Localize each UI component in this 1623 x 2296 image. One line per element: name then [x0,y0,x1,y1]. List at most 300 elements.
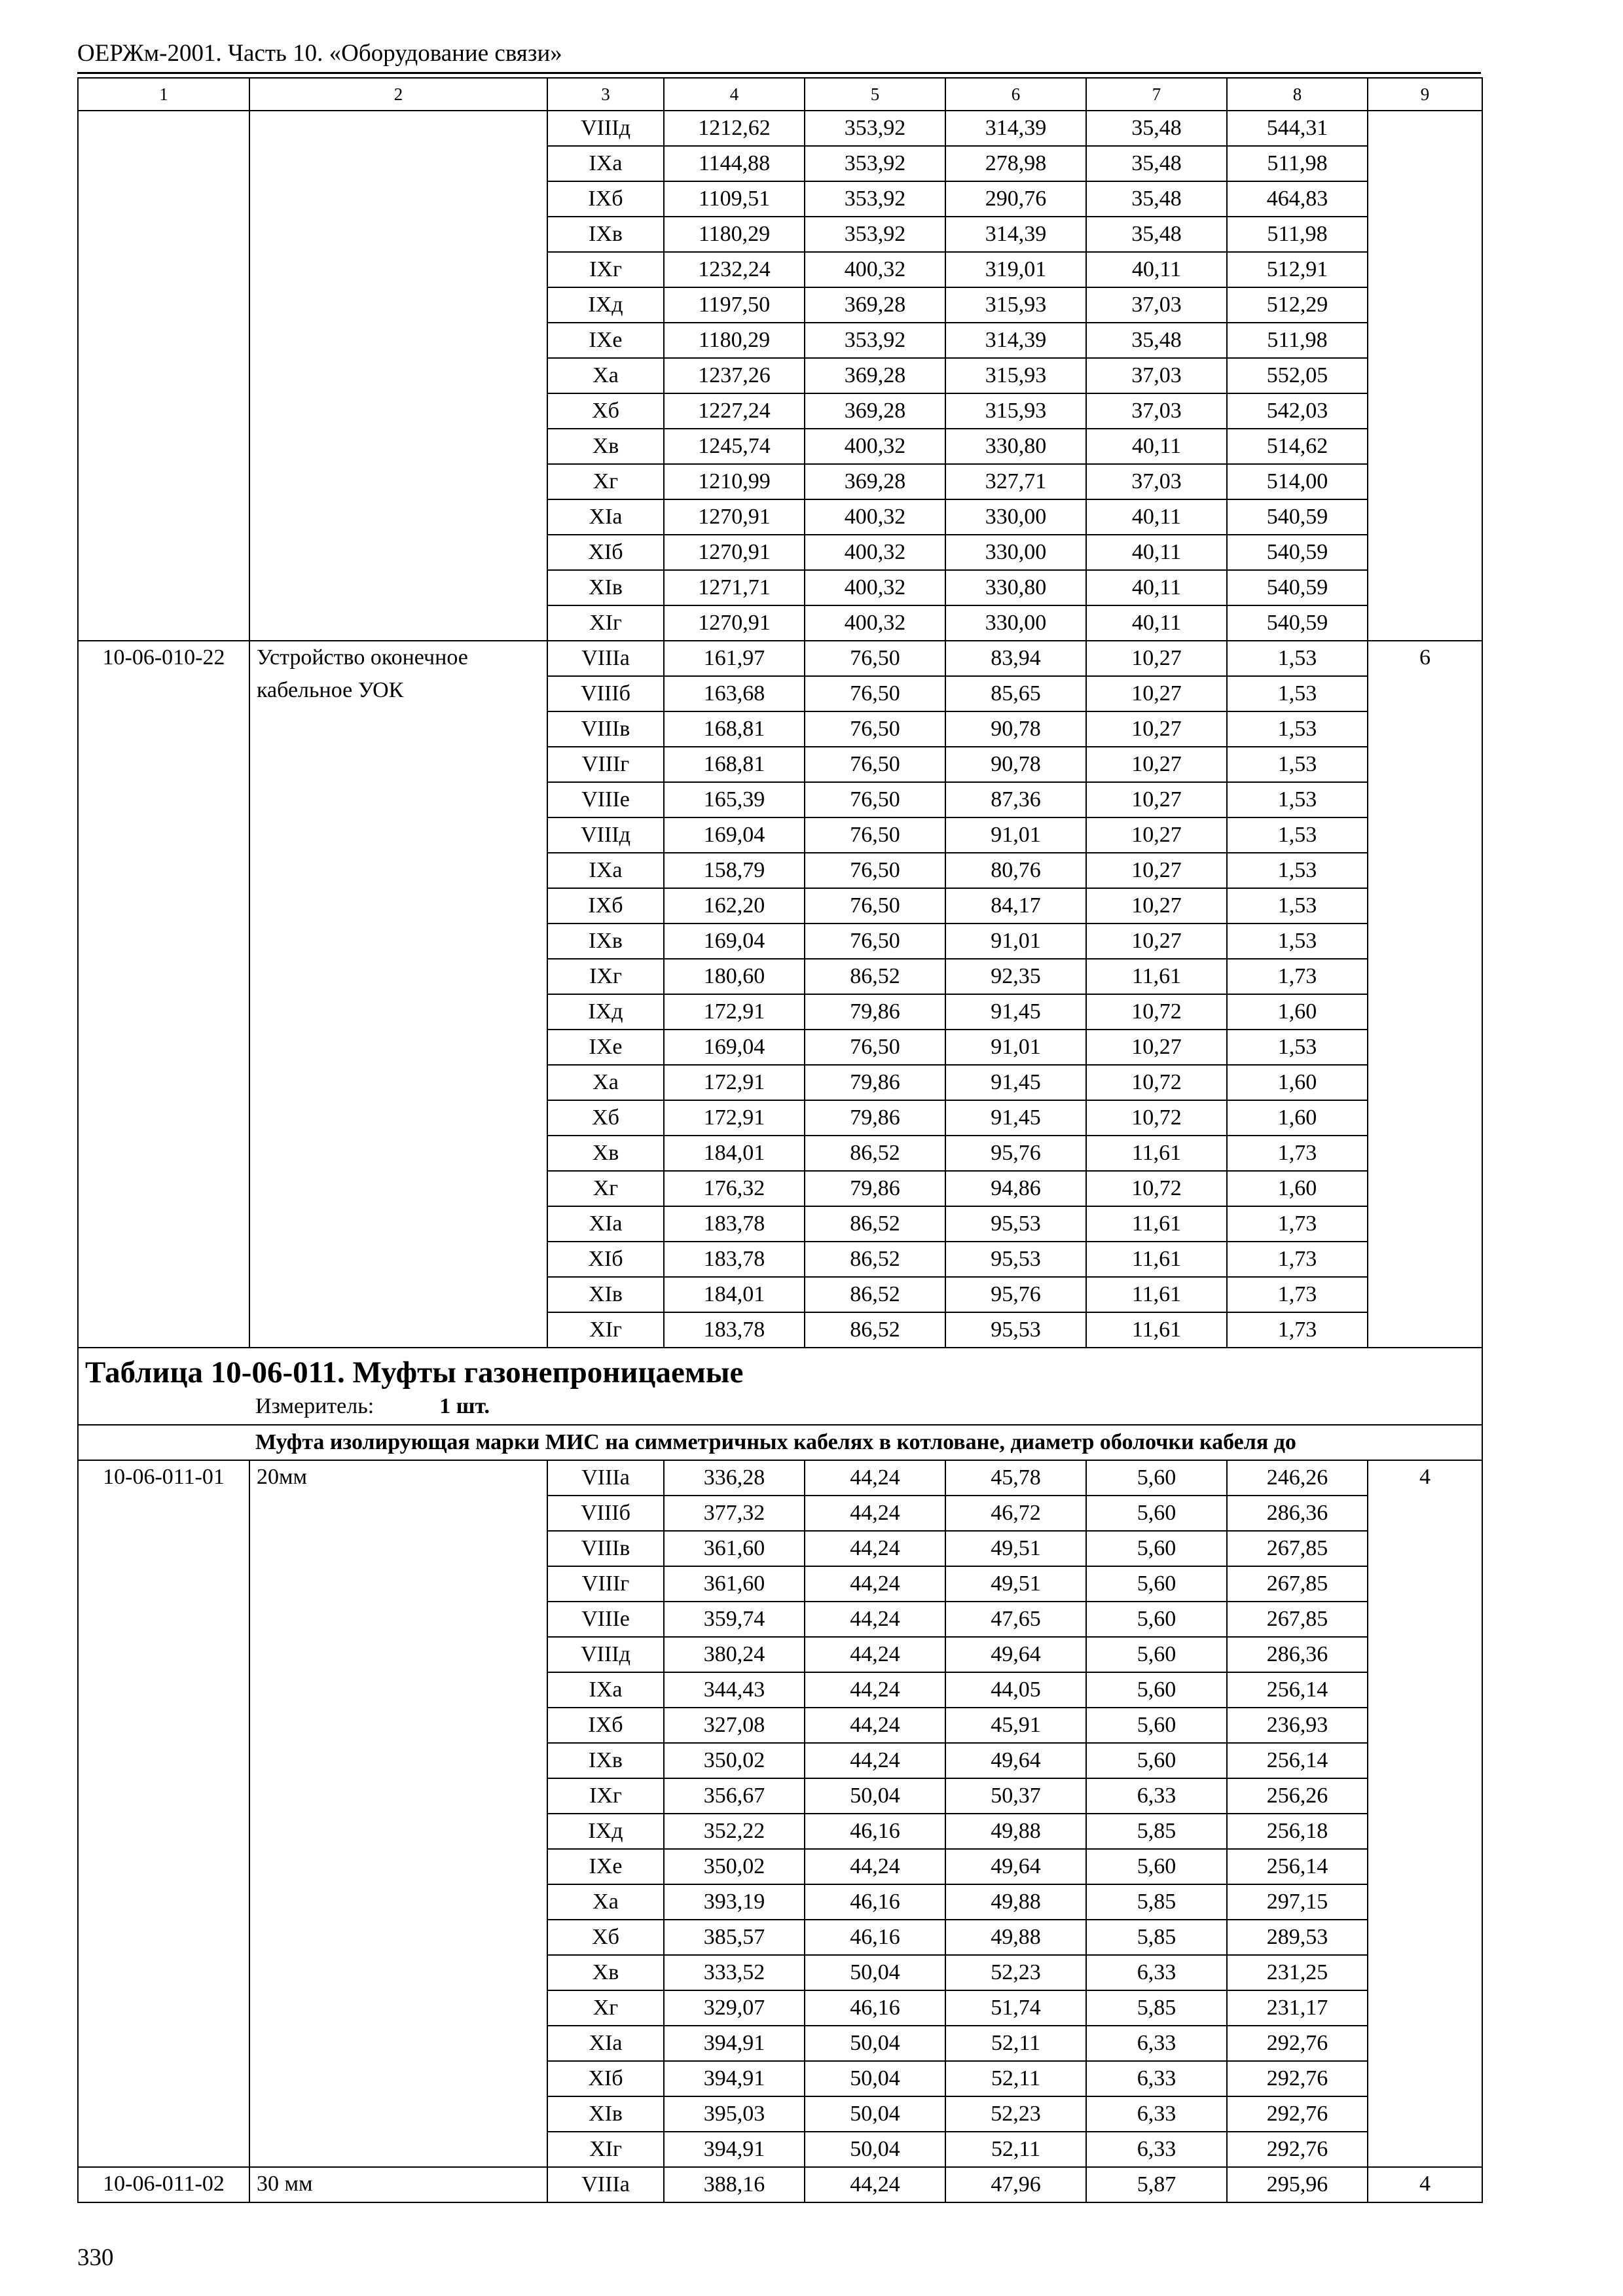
zone-cell: IXа [547,1672,664,1708]
value-cell: 267,85 [1227,1602,1368,1637]
value-cell: 1,73 [1227,1242,1368,1277]
value-cell: 51,74 [945,1990,1086,2026]
value-cell: 52,23 [945,2096,1086,2132]
zone-cell: VIIIд [547,1637,664,1672]
page-number: 330 [77,2244,114,2271]
zone-cell: Xа [547,358,664,393]
value-cell: 552,05 [1227,358,1368,393]
value-cell: 183,78 [664,1206,805,1242]
unit-count [1368,111,1482,641]
value-cell: 10,27 [1086,676,1227,711]
value-cell: 6,33 [1086,2096,1227,2132]
zone-cell: VIIIб [547,1496,664,1531]
value-cell: 76,50 [805,888,945,924]
value-cell: 540,59 [1227,570,1368,605]
value-cell: 1,73 [1227,959,1368,994]
value-cell: 256,18 [1227,1814,1368,1849]
value-cell: 330,00 [945,605,1086,641]
value-cell: 52,11 [945,2132,1086,2167]
value-cell: 369,28 [805,287,945,323]
value-cell: 231,25 [1227,1955,1368,1990]
value-cell: 35,48 [1086,111,1227,146]
value-cell: 35,48 [1086,146,1227,181]
value-cell: 50,04 [805,2096,945,2132]
value-cell: 10,27 [1086,641,1227,676]
value-cell: 289,53 [1227,1920,1368,1955]
col-number: 3 [547,78,664,111]
zone-cell: IXе [547,323,664,358]
value-cell: 76,50 [805,747,945,782]
zone-cell: VIIIа [547,2167,664,2202]
subheading: Муфта изолирующая марки МИС на симметричных кабелях в котловане, диаметр оболочки кабеля до [78,1425,1482,1460]
value-cell: 79,86 [805,1171,945,1206]
value-cell: 327,08 [664,1708,805,1743]
value-cell: 231,17 [1227,1990,1368,2026]
zone-cell: IXд [547,287,664,323]
value-cell: 1109,51 [664,181,805,217]
value-cell: 1,60 [1227,1065,1368,1100]
value-cell: 44,24 [805,1602,945,1637]
value-cell: 1,73 [1227,1136,1368,1171]
value-cell: 292,76 [1227,2096,1368,2132]
zone-cell: IXг [547,1778,664,1814]
value-cell: 169,04 [664,1030,805,1065]
value-cell: 1,53 [1227,888,1368,924]
value-cell: 512,29 [1227,287,1368,323]
value-cell: 79,86 [805,1065,945,1100]
measure-value: 1 шт. [439,1394,490,1418]
zone-cell: IXг [547,252,664,287]
value-cell: 49,51 [945,1566,1086,1602]
value-cell: 76,50 [805,711,945,747]
value-cell: 5,60 [1086,1672,1227,1708]
value-cell: 183,78 [664,1312,805,1348]
value-cell: 292,76 [1227,2132,1368,2167]
value-cell: 400,32 [805,535,945,570]
table-title: Таблица 10-06-011. Муфты газонепроницаемые [85,1355,744,1390]
zone-cell: Xб [547,1920,664,1955]
value-cell: 344,43 [664,1672,805,1708]
col-number: 9 [1368,78,1482,111]
value-cell: 5,60 [1086,1566,1227,1602]
value-cell: 329,07 [664,1990,805,2026]
value-cell: 86,52 [805,1206,945,1242]
value-cell: 91,01 [945,1030,1086,1065]
zone-cell: IXб [547,181,664,217]
value-cell: 91,45 [945,994,1086,1030]
col-number: 8 [1227,78,1368,111]
value-cell: 540,59 [1227,499,1368,535]
value-cell: 356,67 [664,1778,805,1814]
value-cell: 37,03 [1086,393,1227,429]
value-cell: 95,53 [945,1242,1086,1277]
value-cell: 464,83 [1227,181,1368,217]
value-cell: 511,98 [1227,217,1368,252]
value-cell: 5,85 [1086,1814,1227,1849]
value-cell: 40,11 [1086,570,1227,605]
value-cell: 327,71 [945,464,1086,499]
value-cell: 1197,50 [664,287,805,323]
col-number: 5 [805,78,945,111]
table-heading [78,1348,1482,1425]
zone-cell: VIIIа [547,641,664,676]
value-cell: 11,61 [1086,1206,1227,1242]
table-row [78,2167,1482,2202]
value-cell: 1,53 [1227,924,1368,959]
zone-cell: XIа [547,2026,664,2061]
value-cell: 10,27 [1086,1030,1227,1065]
value-cell: 86,52 [805,1136,945,1171]
value-cell: 37,03 [1086,358,1227,393]
value-cell: 52,11 [945,2026,1086,2061]
value-cell: 165,39 [664,782,805,817]
item-name: Устройство оконечное кабельное УОК [249,641,547,1348]
value-cell: 10,72 [1086,1065,1227,1100]
value-cell: 10,27 [1086,747,1227,782]
value-cell: 369,28 [805,464,945,499]
value-cell: 50,04 [805,2026,945,2061]
zone-cell: IXб [547,1708,664,1743]
value-cell: 35,48 [1086,217,1227,252]
value-cell: 86,52 [805,1242,945,1277]
value-cell: 1180,29 [664,217,805,252]
value-cell: 278,98 [945,146,1086,181]
value-cell: 52,23 [945,1955,1086,1990]
value-cell: 256,14 [1227,1849,1368,1884]
value-cell: 35,48 [1086,323,1227,358]
value-cell: 350,02 [664,1743,805,1778]
value-cell: 1227,24 [664,393,805,429]
value-cell: 168,81 [664,711,805,747]
value-cell: 330,80 [945,429,1086,464]
zone-cell: XIб [547,535,664,570]
value-cell: 256,14 [1227,1672,1368,1708]
value-cell: 330,80 [945,570,1086,605]
value-cell: 1,60 [1227,1171,1368,1206]
value-cell: 86,52 [805,1277,945,1312]
value-cell: 50,04 [805,2132,945,2167]
col-number: 4 [664,78,805,111]
value-cell: 91,01 [945,924,1086,959]
value-cell: 95,53 [945,1206,1086,1242]
value-cell: 359,74 [664,1602,805,1637]
table-row [78,641,1482,676]
value-cell: 49,64 [945,1743,1086,1778]
value-cell: 1271,71 [664,570,805,605]
value-cell: 1,73 [1227,1312,1368,1348]
value-cell: 169,04 [664,817,805,853]
value-cell: 95,76 [945,1136,1086,1171]
value-cell: 1180,29 [664,323,805,358]
value-cell: 5,60 [1086,1743,1227,1778]
zone-cell: IXе [547,1849,664,1884]
zone-cell: Xг [547,1990,664,2026]
value-cell: 10,27 [1086,711,1227,747]
value-cell: 361,60 [664,1531,805,1566]
value-cell: 314,39 [945,217,1086,252]
value-cell: 49,64 [945,1849,1086,1884]
value-cell: 388,16 [664,2167,805,2202]
zone-cell: XIв [547,2096,664,2132]
value-cell: 1,53 [1227,641,1368,676]
unit-count: 4 [1368,2167,1482,2202]
item-code: 10-06-010-22 [78,641,249,1348]
value-cell: 83,94 [945,641,1086,676]
value-cell: 1270,91 [664,535,805,570]
value-cell: 5,85 [1086,1920,1227,1955]
value-cell: 49,64 [945,1637,1086,1672]
value-cell: 45,78 [945,1460,1086,1496]
value-cell: 40,11 [1086,499,1227,535]
value-cell: 44,24 [805,2167,945,2202]
value-cell: 183,78 [664,1242,805,1277]
zone-cell: Xа [547,1065,664,1100]
header-rule [77,72,1481,74]
zone-cell: XIв [547,1277,664,1312]
value-cell: 5,60 [1086,1496,1227,1531]
value-cell: 50,04 [805,2061,945,2096]
column-number-row [78,78,1482,111]
item-name: 20мм [249,1460,547,2167]
value-cell: 1144,88 [664,146,805,181]
value-cell: 286,36 [1227,1637,1368,1672]
value-cell: 352,22 [664,1814,805,1849]
value-cell: 50,04 [805,1778,945,1814]
value-cell: 6,33 [1086,2132,1227,2167]
zone-cell: IXе [547,1030,664,1065]
value-cell: 511,98 [1227,323,1368,358]
value-cell: 40,11 [1086,535,1227,570]
value-cell: 393,19 [664,1884,805,1920]
value-cell: 314,39 [945,323,1086,358]
value-cell: 44,05 [945,1672,1086,1708]
value-cell: 5,60 [1086,1849,1227,1884]
value-cell: 394,91 [664,2061,805,2096]
value-cell: 5,60 [1086,1460,1227,1496]
zone-cell: XIг [547,2132,664,2167]
zone-cell: IXа [547,146,664,181]
value-cell: 79,86 [805,994,945,1030]
value-cell: 246,26 [1227,1460,1368,1496]
zone-cell: Xв [547,1136,664,1171]
zone-cell: IXб [547,888,664,924]
value-cell: 400,32 [805,429,945,464]
value-cell: 512,91 [1227,252,1368,287]
value-cell: 46,16 [805,1884,945,1920]
value-cell: 40,11 [1086,252,1227,287]
value-cell: 49,88 [945,1884,1086,1920]
value-cell: 11,61 [1086,1242,1227,1277]
table-row [78,1460,1482,1496]
value-cell: 44,24 [805,1460,945,1496]
value-cell: 10,72 [1086,994,1227,1030]
value-cell: 1237,26 [664,358,805,393]
value-cell: 10,27 [1086,782,1227,817]
value-cell: 1,53 [1227,782,1368,817]
value-cell: 1,53 [1227,676,1368,711]
value-cell: 256,14 [1227,1743,1368,1778]
zone-cell: Xб [547,393,664,429]
value-cell: 353,92 [805,217,945,252]
value-cell: 236,93 [1227,1708,1368,1743]
value-cell: 353,92 [805,181,945,217]
value-cell: 44,24 [805,1672,945,1708]
zone-cell: Xг [547,464,664,499]
value-cell: 95,53 [945,1312,1086,1348]
value-cell: 46,16 [805,1920,945,1955]
zone-cell: IXг [547,959,664,994]
zone-cell: XIа [547,1206,664,1242]
value-cell: 1245,74 [664,429,805,464]
value-cell: 46,16 [805,1814,945,1849]
col-number: 7 [1086,78,1227,111]
value-cell: 50,04 [805,1955,945,1990]
value-cell: 315,93 [945,393,1086,429]
value-cell: 267,85 [1227,1531,1368,1566]
value-cell: 176,32 [664,1171,805,1206]
value-cell: 40,11 [1086,429,1227,464]
zone-cell: Xб [547,1100,664,1136]
item-name [249,111,547,641]
value-cell: 76,50 [805,641,945,676]
value-cell: 11,61 [1086,959,1227,994]
value-cell: 11,61 [1086,1312,1227,1348]
value-cell: 10,72 [1086,1171,1227,1206]
value-cell: 514,62 [1227,429,1368,464]
zone-cell: IXд [547,1814,664,1849]
value-cell: 162,20 [664,888,805,924]
zone-cell: VIIIб [547,676,664,711]
value-cell: 45,91 [945,1708,1086,1743]
value-cell: 46,72 [945,1496,1086,1531]
value-cell: 172,91 [664,1100,805,1136]
value-cell: 10,27 [1086,817,1227,853]
value-cell: 76,50 [805,817,945,853]
value-cell: 1,60 [1227,1100,1368,1136]
price-table [77,77,1483,2203]
value-cell: 400,32 [805,252,945,287]
zone-cell: XIг [547,605,664,641]
value-cell: 5,87 [1086,2167,1227,2202]
value-cell: 353,92 [805,146,945,181]
zone-cell: VIIIв [547,711,664,747]
zone-cell: IXв [547,217,664,252]
zone-cell: XIг [547,1312,664,1348]
value-cell: 5,60 [1086,1637,1227,1672]
value-cell: 76,50 [805,676,945,711]
value-cell: 385,57 [664,1920,805,1955]
value-cell: 314,39 [945,111,1086,146]
value-cell: 330,00 [945,535,1086,570]
value-cell: 400,32 [805,570,945,605]
value-cell: 1,73 [1227,1277,1368,1312]
value-cell: 168,81 [664,747,805,782]
table-row [78,111,1482,146]
value-cell: 514,00 [1227,464,1368,499]
value-cell: 286,36 [1227,1496,1368,1531]
value-cell: 44,24 [805,1637,945,1672]
value-cell: 361,60 [664,1566,805,1602]
zone-cell: IXа [547,853,664,888]
subheading-row [78,1425,1482,1460]
item-code: 10-06-011-01 [78,1460,249,2167]
value-cell: 1270,91 [664,605,805,641]
value-cell: 394,91 [664,2026,805,2061]
zone-cell: XIб [547,2061,664,2096]
value-cell: 158,79 [664,853,805,888]
value-cell: 315,93 [945,287,1086,323]
measure-label: Измеритель: [255,1394,374,1418]
col-number: 1 [78,78,249,111]
value-cell: 1,60 [1227,994,1368,1030]
value-cell: 369,28 [805,358,945,393]
value-cell: 94,86 [945,1171,1086,1206]
value-cell: 86,52 [805,1312,945,1348]
zone-cell: VIIIд [547,817,664,853]
value-cell: 40,11 [1086,605,1227,641]
value-cell: 267,85 [1227,1566,1368,1602]
value-cell: 1,53 [1227,817,1368,853]
zone-cell: VIIIа [547,1460,664,1496]
value-cell: 1270,91 [664,499,805,535]
value-cell: 542,03 [1227,393,1368,429]
value-cell: 49,88 [945,1920,1086,1955]
table-heading-row [78,1348,1482,1425]
value-cell: 49,51 [945,1531,1086,1566]
value-cell: 47,96 [945,2167,1086,2202]
value-cell: 10,27 [1086,924,1227,959]
value-cell: 10,72 [1086,1100,1227,1136]
value-cell: 44,24 [805,1849,945,1884]
value-cell: 1,53 [1227,853,1368,888]
zone-cell: Xв [547,429,664,464]
value-cell: 86,52 [805,959,945,994]
value-cell: 79,86 [805,1100,945,1136]
zone-cell: VIIIе [547,1602,664,1637]
zone-cell: IXв [547,1743,664,1778]
value-cell: 511,98 [1227,146,1368,181]
value-cell: 540,59 [1227,535,1368,570]
value-cell: 184,01 [664,1136,805,1171]
value-cell: 5,60 [1086,1708,1227,1743]
value-cell: 10,27 [1086,888,1227,924]
value-cell: 333,52 [664,1955,805,1990]
value-cell: 91,01 [945,817,1086,853]
value-cell: 169,04 [664,924,805,959]
value-cell: 85,65 [945,676,1086,711]
value-cell: 400,32 [805,499,945,535]
value-cell: 1,53 [1227,1030,1368,1065]
value-cell: 369,28 [805,393,945,429]
zone-cell: IXд [547,994,664,1030]
value-cell: 50,37 [945,1778,1086,1814]
value-cell: 44,24 [805,1743,945,1778]
value-cell: 10,27 [1086,853,1227,888]
unit-count: 4 [1368,1460,1482,2167]
value-cell: 377,32 [664,1496,805,1531]
value-cell: 84,17 [945,888,1086,924]
zone-cell: Xа [547,1884,664,1920]
value-cell: 180,60 [664,959,805,994]
value-cell: 184,01 [664,1277,805,1312]
value-cell: 292,76 [1227,2026,1368,2061]
value-cell: 172,91 [664,994,805,1030]
value-cell: 172,91 [664,1065,805,1100]
value-cell: 76,50 [805,782,945,817]
value-cell: 1210,99 [664,464,805,499]
value-cell: 290,76 [945,181,1086,217]
value-cell: 52,11 [945,2061,1086,2096]
